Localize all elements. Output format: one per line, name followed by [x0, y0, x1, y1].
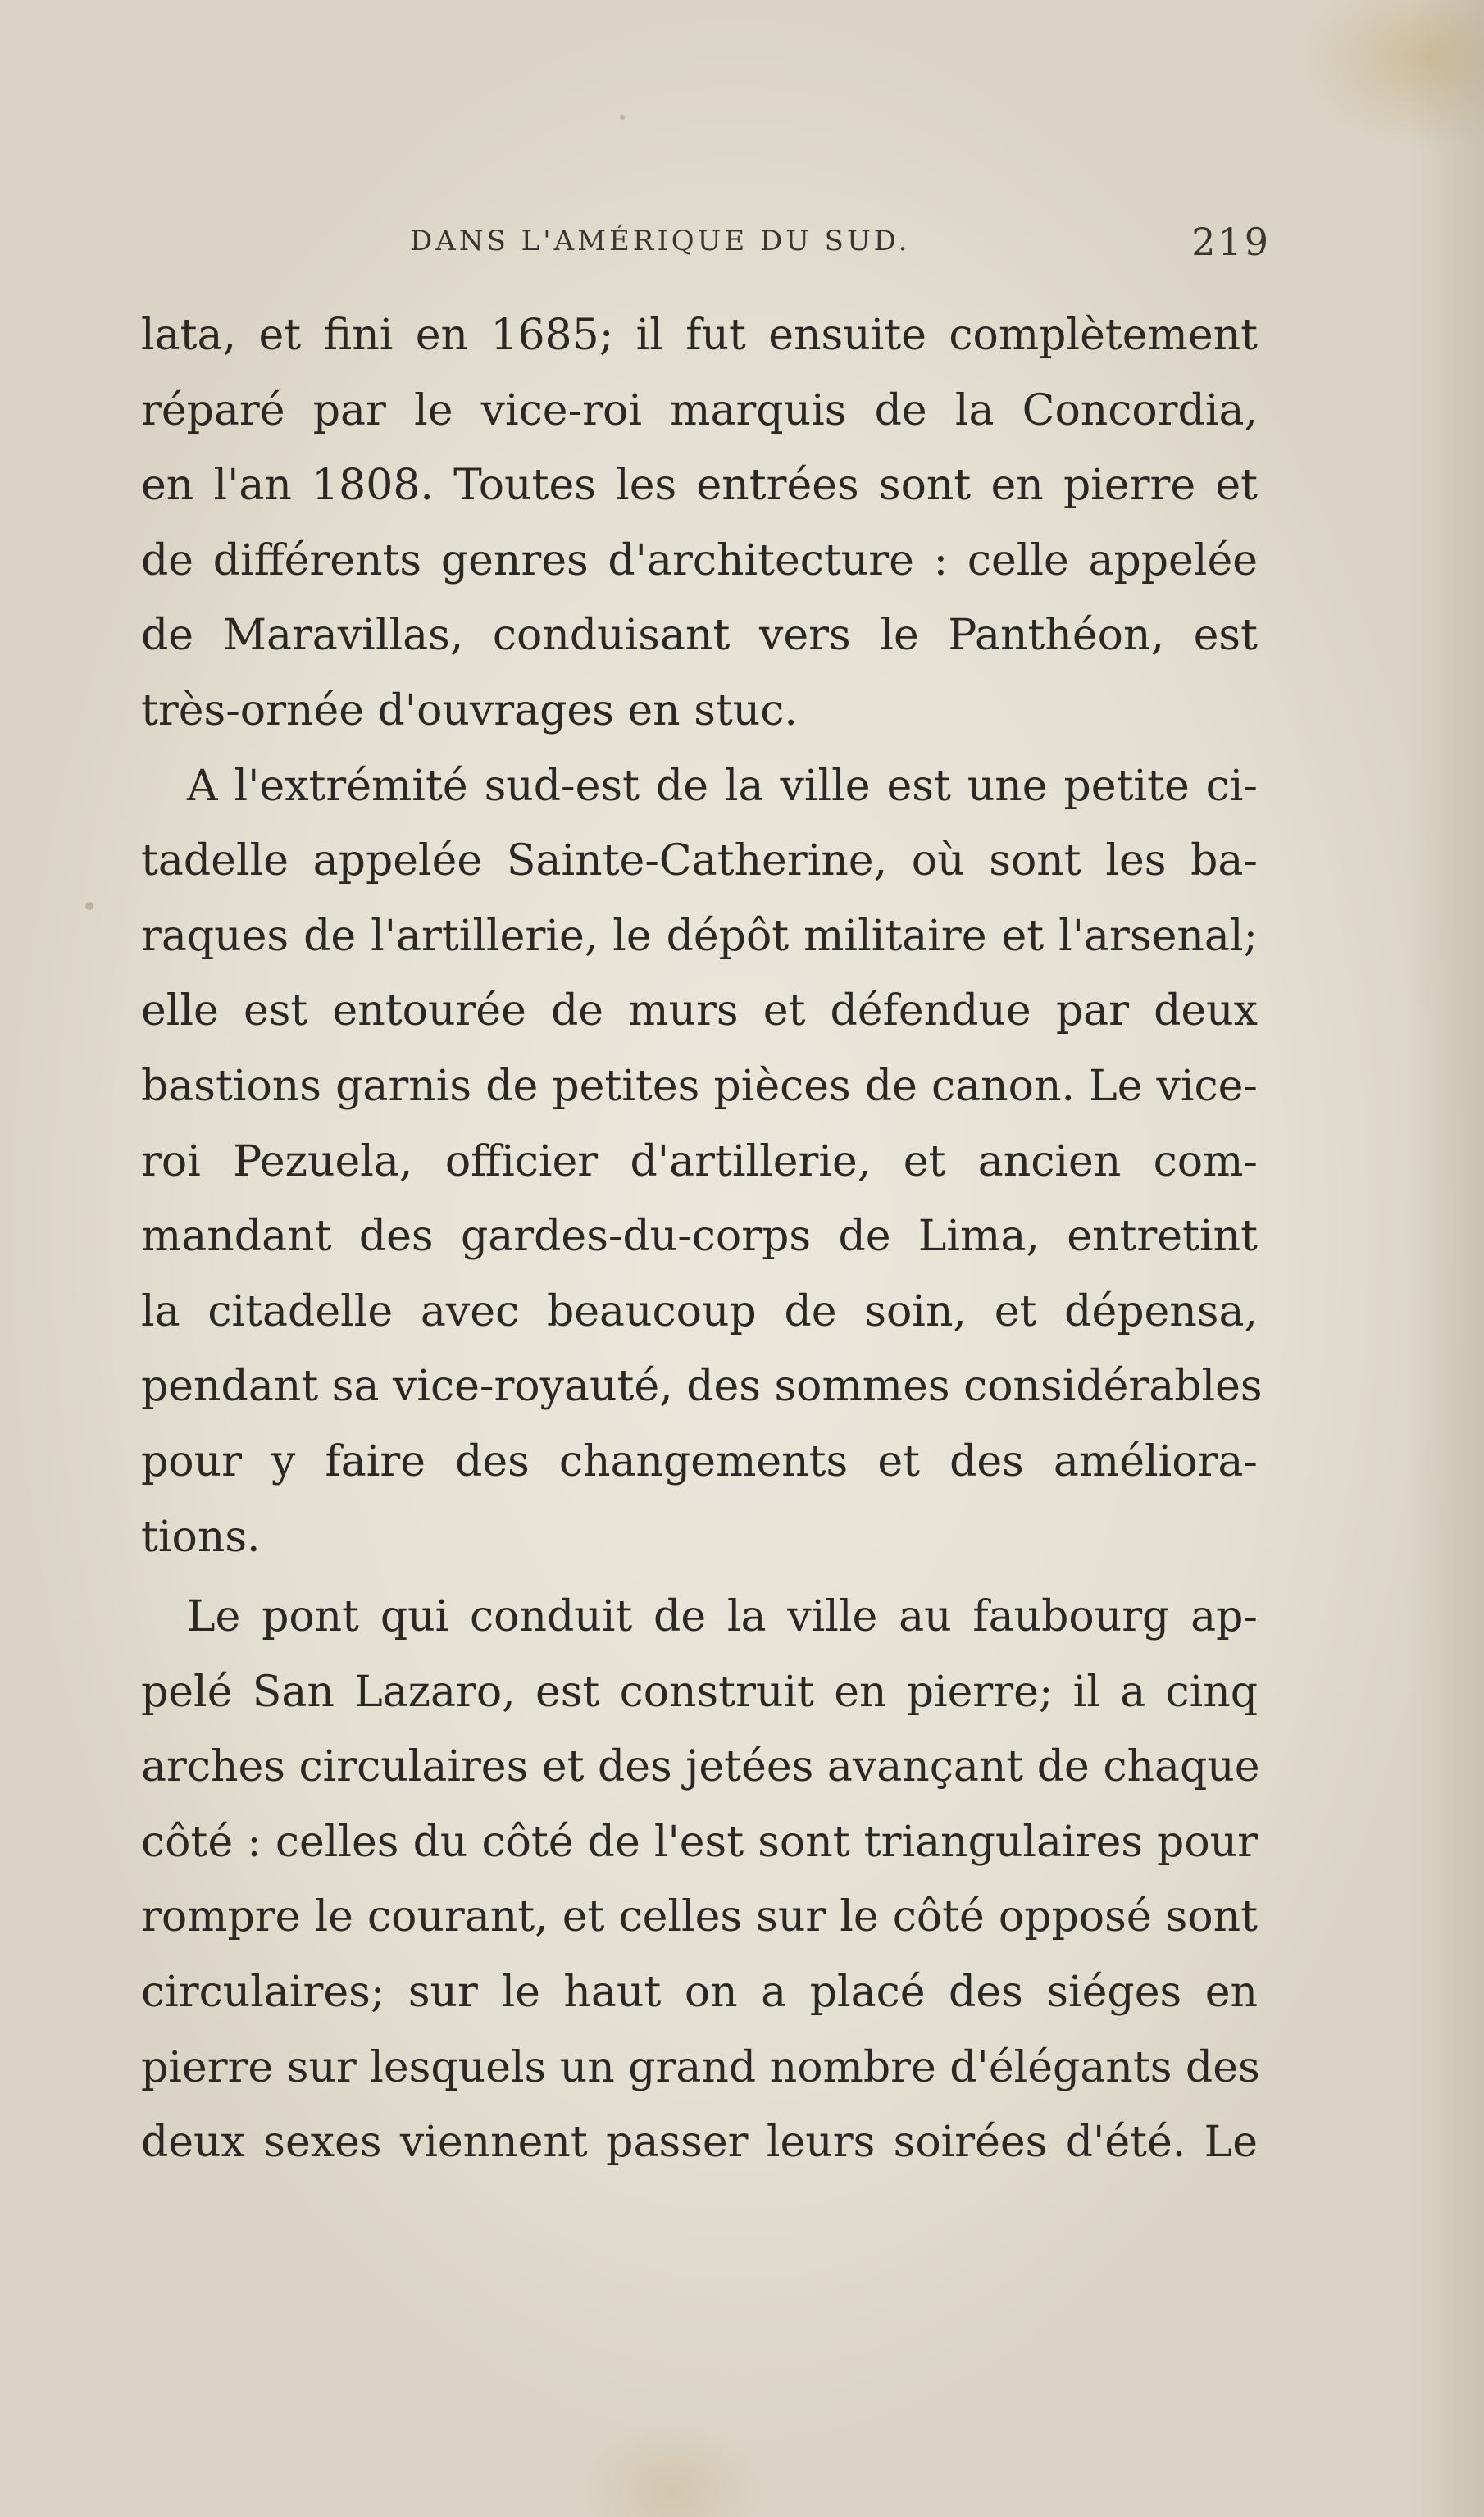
foxing-spot [620, 115, 625, 120]
text-line: lata, et fini en 1685; il fut ensuite complètement [141, 311, 1258, 360]
page-edge-shadow [1410, 0, 1484, 2517]
text-line: en l'an 1808. Toutes les entrées sont en pierre et [141, 461, 1258, 511]
text-line: elle est entourée de murs et défendue par deux [141, 986, 1258, 1036]
text-line: bastions garnis de petites pièces de canon. Le vice- [141, 1061, 1258, 1111]
running-head [410, 220, 1271, 274]
running-head-title: DANS L'AMÉRIQUE DU SUD. [410, 225, 911, 257]
text-line: Le pont qui conduit de la ville au faubourg ap- [187, 1592, 1258, 1642]
paragraph [141, 1580, 1258, 2181]
text-line: de différents genres d'architecture : celle appelée [141, 535, 1258, 585]
text-line: tions. [141, 1512, 261, 1562]
text-line: mandant des gardes-du-corps de Lima, entretint [141, 1212, 1258, 1262]
text-line: très-ornée d'ouvrages en stuc. [141, 685, 798, 735]
paragraph [141, 298, 1258, 749]
text-line: la citadelle avec beaucoup de soin, et dépensa, [141, 1286, 1258, 1336]
text-line: A l'extrémité sud-est de la ville est une petite ci- [187, 761, 1258, 811]
foxing-spot [85, 902, 93, 910]
paragraph [141, 749, 1263, 1576]
text-line: pour y faire des changements et des améliora- [141, 1436, 1258, 1486]
text-line: raques de l'artillerie, le dépôt militaire et l'arsenal; [141, 911, 1258, 961]
body-text [141, 298, 1263, 2181]
text-line: rompre le courant, et celles sur le côté opposé sont [141, 1892, 1258, 1942]
text-line: deux sexes viennent passer leurs soirées d'été. Le [141, 2118, 1258, 2168]
text-line: pierre sur lesquels un grand nombre d'élégants des [141, 2042, 1260, 2092]
text-line: réparé par le vice-roi marquis de la Concordia, [141, 385, 1258, 435]
text-line: côté : celles du côté de l'est sont triangulaires pour [141, 1817, 1258, 1867]
text-line: pelé San Lazaro, est construit en pierre; il a cinq [141, 1667, 1258, 1717]
text-line: circulaires; sur le haut on a placé des siéges en [141, 1968, 1258, 2018]
page-number: 219 [1191, 220, 1271, 264]
text-line: arches circulaires et des jetées avançant de chaque [141, 1742, 1260, 1792]
text-line: tadelle appelée Sainte-Catherine, où sont les ba- [141, 836, 1258, 886]
text-line: roi Pezuela, officier d'artillerie, et ancien com- [141, 1136, 1258, 1186]
text-line: de Maravillas, conduisant vers le Panthéon, est [141, 611, 1258, 661]
text-line: pendant sa vice-royauté, des sommes considérables [141, 1362, 1263, 1412]
